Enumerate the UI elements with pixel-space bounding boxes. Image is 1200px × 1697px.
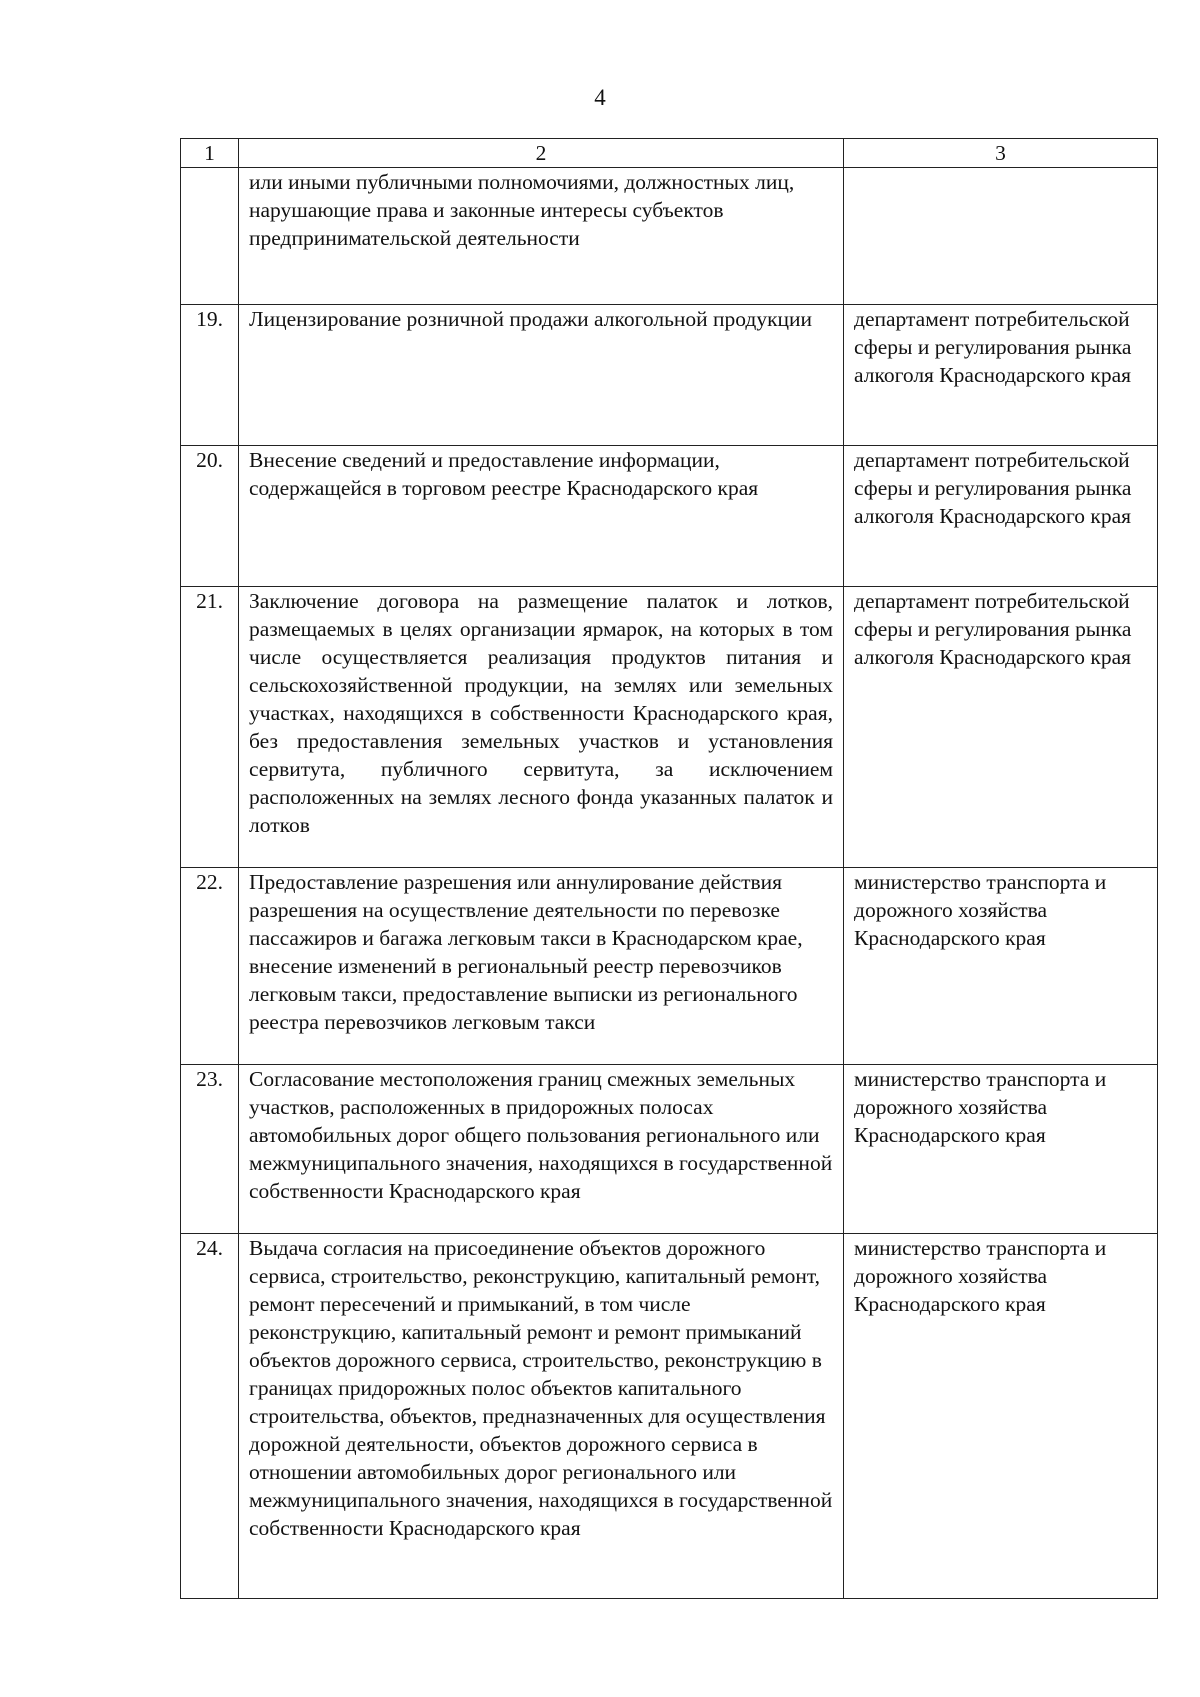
row-description: Внесение сведений и предоставление информации, содержащейся в торговом реестре Краснодарского края [239, 446, 844, 587]
services-table [180, 138, 1158, 1599]
row-authority: министерство транспорта и дорожного хозяйства Краснодарского края [844, 1065, 1158, 1234]
row-number: 22. [181, 868, 239, 1065]
row-description: Лицензирование розничной продажи алкогольной продукции [239, 305, 844, 446]
row-authority: министерство транспорта и дорожного хозяйства Краснодарского края [844, 1234, 1158, 1599]
table-row-23 [181, 1065, 1158, 1234]
column-header-1: 1 [181, 139, 239, 168]
row-description: Предоставление разрешения или аннулирование действия разрешения на осуществление деятельности по перевозке пассажиров и багажа легковым такси в Краснодарском крае, внесение изменений в региональный реестр перевозчиков легковым такси, предоставление выписки из регионального реестра перевозчиков легковым такси [239, 868, 844, 1065]
row-description: Выдача согласия на присоединение объектов дорожного сервиса, строительство, реконструкцию, капитальный ремонт, ремонт пересечений и примыканий, в том числе реконструкцию, капитальный ремонт и ремонт примыканий объектов дорожного сервиса, строительство, реконструкцию в границах придорожных полос объектов капитального строительства, объектов, предназначенных для осуществления дорожной деятельности, объектов дорожного сервиса в отношении автомобильных дорог регионального или межмуниципального значения, находящихся в государственной собственности Краснодарского края [239, 1234, 844, 1599]
row-number: 20. [181, 446, 239, 587]
table-row-22 [181, 868, 1158, 1065]
row-number: 23. [181, 1065, 239, 1234]
column-header-2: 2 [239, 139, 844, 168]
row-description: Заключение договора на размещение палаток и лотков, размещаемых в целях организации ярмарок, на которых в том числе осуществляется реализация продуктов питания и сельскохозяйственной продукции, на землях или земельных участках, находящихся в собственности Краснодарского края, без предоставления земельных участков и установления сервитута, публичного сервитута, за исключением расположенных на землях лесного фонда указанных палаток и лотков [239, 587, 844, 868]
row-authority: департамент потребительской сферы и регулирования рынка алкоголя Краснодарского края [844, 446, 1158, 587]
row-authority: департамент потребительской сферы и регулирования рынка алкоголя Краснодарского края [844, 587, 1158, 868]
row-description: Согласование местоположения границ смежных земельных участков, расположенных в придорожных полосах автомобильных дорог общего пользования регионального или межмуниципального значения, находящихся в государственной собственности Краснодарского края [239, 1065, 844, 1234]
table-row-24 [181, 1234, 1158, 1599]
table-header-row [181, 139, 1158, 168]
table-row-continuation [181, 168, 1158, 305]
row-number: 21. [181, 587, 239, 868]
table-row-20 [181, 446, 1158, 587]
row-authority: департамент потребительской сферы и регулирования рынка алкоголя Краснодарского края [844, 305, 1158, 446]
row-description: или иными публичными полномочиями, должностных лиц, нарушающие права и законные интересы субъектов предпринимательской деятельности [239, 168, 844, 305]
row-number: 19. [181, 305, 239, 446]
column-header-3: 3 [844, 139, 1158, 168]
row-authority [844, 168, 1158, 305]
row-number: 24. [181, 1234, 239, 1599]
row-authority: министерство транспорта и дорожного хозяйства Краснодарского края [844, 868, 1158, 1065]
page-number: 4 [594, 85, 606, 110]
table-row-19 [181, 305, 1158, 446]
table-row-21 [181, 587, 1158, 868]
row-number [181, 168, 239, 305]
